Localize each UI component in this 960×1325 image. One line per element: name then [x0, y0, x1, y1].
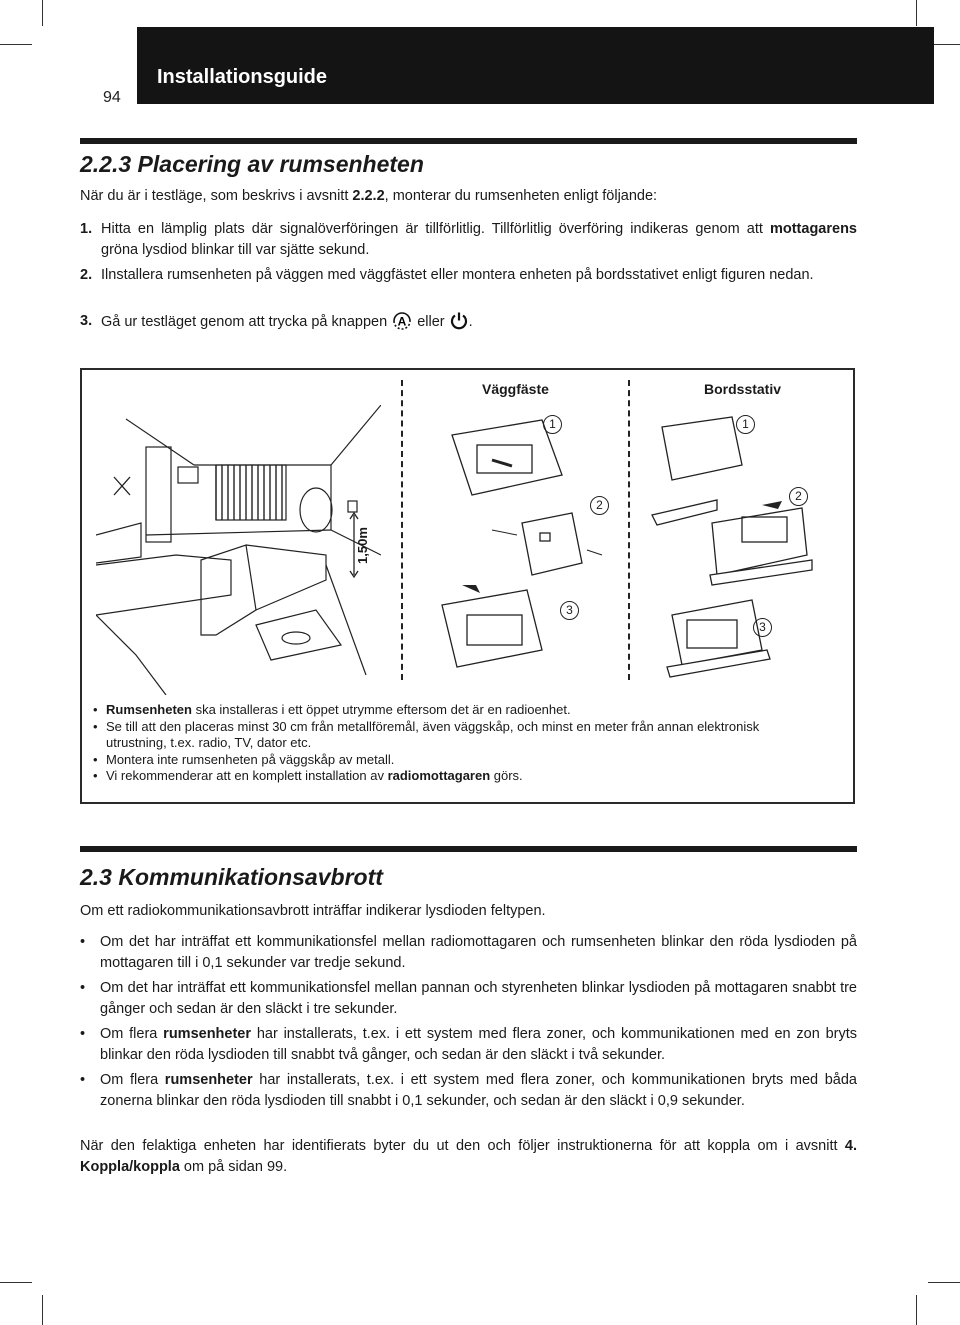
section-rule: [80, 138, 857, 144]
section-heading: 2.2.3 Placering av rumsenheten: [80, 151, 424, 177]
step-number-badge: 1: [543, 415, 562, 434]
bullet-dot: •: [80, 1072, 86, 1088]
section-intro: [80, 186, 857, 207]
room-illustration: [96, 405, 381, 695]
step-text: Hitta en lämplig plats där signalöverföringen är tillförlitlig. Tillförlitlig överföring indikeras genom att mottagarens gröna lysdiod blinkar till var sjätte sekund.: [101, 221, 857, 258]
section-intro: Om ett radiokommunikationsavbrott inträffar indikerar lysdioden feltypen.: [80, 903, 546, 919]
step-number-badge: 3: [560, 601, 579, 620]
closing-paragraph: När den felaktiga enheten har identifierats byter du ut den och följer instruktionerna för att koppla om i avsnitt 4. Koppla/koppla om på sidan 99.: [80, 1138, 857, 1175]
step-number-badge: 2: [789, 487, 808, 506]
bold-term: mottagarens: [769, 221, 857, 237]
note-item: • Se till att den placeras minst 30 cm från metallföremål, även väggskåp, och minst en meter från annan elektronisk: [92, 719, 847, 736]
bullet-item: • Om flera rumsenheter har installerats, t.ex. i ett system med flera zoner, och kommunikationen bryts med båda zonerna blinkar den röda lysdioden till snabbt i 0,1 sekunder, och sedan är den släckt i 0,9 sekunder.: [80, 1072, 857, 1109]
header-bar: [137, 27, 934, 104]
bullet-item: • Om flera rumsenheter har installerats, t.ex. i ett system med flera zoner, och kommunikationen med en zon bryts blinkar den röda lysdioden till snabbt två gånger, och sedan är den släckt i två sekunder.: [80, 1026, 857, 1063]
power-button-icon: [449, 311, 469, 338]
wall-mount-label: Väggfäste: [482, 381, 549, 397]
bullet-dot: •: [80, 934, 86, 950]
note-item: • Rumsenheten ska installeras i ett öppet utrymme eftersom det är en radioenhet.: [92, 702, 847, 719]
step-number: 3.: [80, 313, 93, 329]
step-number: 1.: [80, 221, 93, 237]
divider-line: [401, 380, 403, 680]
step-number: 2.: [80, 267, 93, 283]
step-number-badge: 2: [590, 496, 609, 515]
section-rule: [80, 846, 857, 852]
step-text: Ilnstallera rumsenheten på väggen med väggfästet eller montera enheten på bordsstativet enligt figuren nedan.: [101, 267, 814, 283]
table-stand-illustration: [642, 405, 852, 685]
mounting-height-label: 1,50m: [354, 527, 370, 564]
intro-text: När du är i testläge, som beskrivs i avsnitt: [80, 188, 353, 204]
crop-mark: [916, 1295, 917, 1325]
crop-mark: [0, 44, 32, 45]
section-reference: 2.2.2: [352, 188, 385, 204]
page-number: 94: [103, 89, 121, 106]
step-number-badge: 1: [736, 415, 755, 434]
auto-button-icon: [391, 311, 413, 338]
step-text: Gå ur testläget genom att trycka på knappen A eller .: [101, 311, 857, 338]
step-number-badge: 3: [753, 618, 772, 637]
note-item: • Vi rekommenderar att en komplett installation av radiomottagaren görs.: [92, 768, 847, 785]
section-heading: 2.3 Kommunikationsavbrott: [80, 864, 383, 890]
crop-mark: [42, 1295, 43, 1325]
figure-notes: [92, 702, 847, 785]
crop-mark: [42, 0, 43, 26]
table-stand-label: Bordsstativ: [704, 381, 782, 397]
crop-mark: [916, 0, 917, 26]
crop-mark: [928, 1282, 960, 1283]
note-continuation: utrustning, t.ex. radio, TV, dator etc.: [106, 735, 312, 750]
note-item: • Montera inte rumsenheten på väggskåp av metall.: [92, 752, 847, 769]
step-item: [80, 311, 857, 338]
crop-mark: [0, 1282, 32, 1283]
section-reference: 4. Koppla/koppla: [80, 1138, 857, 1175]
svg-text:A: A: [397, 314, 407, 329]
divider-line: [628, 380, 630, 680]
bullet-dot: •: [80, 1026, 86, 1042]
step-item: [80, 219, 857, 261]
bullet-dot: •: [80, 980, 86, 996]
intro-text: , monterar du rumsenheten enligt följande:: [384, 188, 658, 204]
bullet-item: • Om det har inträffat ett kommunikationsfel mellan pannan och styrenheten blinkar lysdioden på mottagaren snabbt tre gånger och sedan är den släckt i tre sekunder.: [80, 980, 857, 1017]
wall-mount-illustration: [422, 405, 612, 685]
step-item: [80, 265, 857, 286]
bullet-item: • Om det har inträffat ett kommunikationsfel mellan radiomottagaren och rumsenheten blinkar den röda lysdioden på mottagaren till i 0,1 sekunder var tredje sekund.: [80, 934, 857, 971]
installation-figure: [80, 368, 855, 804]
header-title: Installationsguide: [157, 66, 328, 88]
